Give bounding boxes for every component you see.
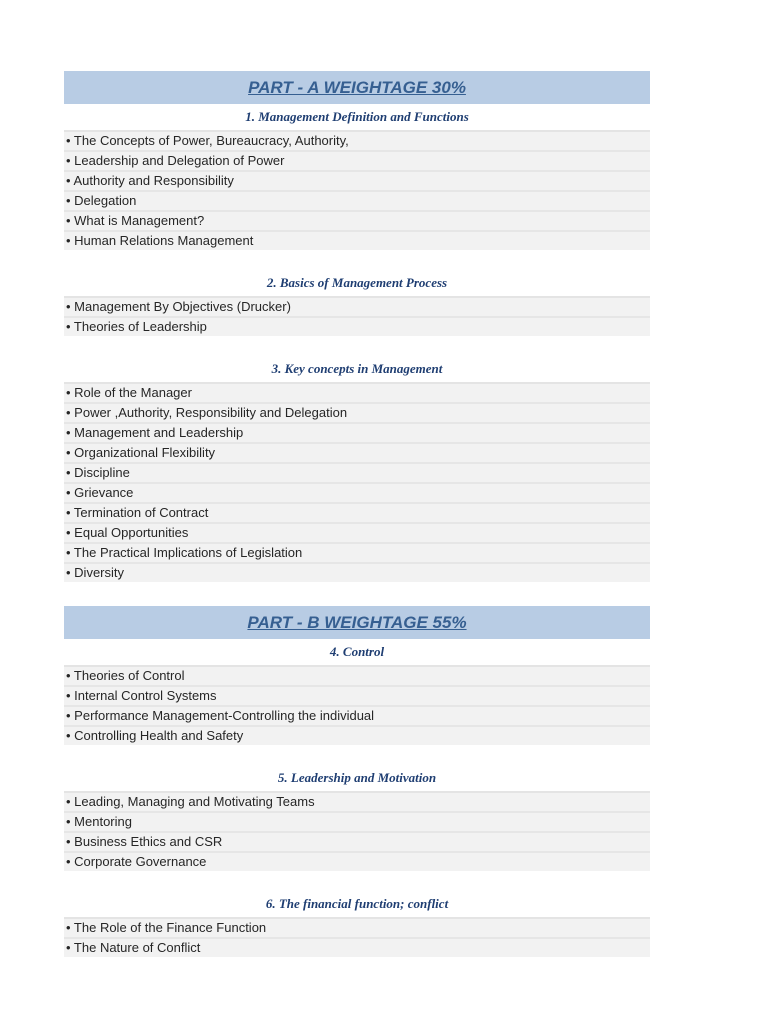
section-6	[64, 891, 650, 957]
list-item: • Organizational Flexibility	[64, 444, 650, 464]
list-item: • Business Ethics and CSR	[64, 833, 650, 853]
list-item: • Grievance	[64, 484, 650, 504]
item-list	[64, 296, 650, 336]
list-item: • What is Management?	[64, 212, 650, 232]
part-b	[64, 606, 650, 957]
list-item: • Discipline	[64, 464, 650, 484]
section-2	[64, 270, 650, 336]
section-3	[64, 356, 650, 582]
part-a	[64, 71, 650, 582]
section-title: 2. Basics of Management Process	[266, 275, 448, 290]
section-title: 5. Leadership and Motivation	[277, 770, 437, 785]
section-title: 6. The financial function; conflict	[265, 896, 449, 911]
item-list	[64, 917, 650, 957]
list-item: • Power ,Authority, Responsibility and Delegation	[64, 404, 650, 424]
list-item: • Mentoring	[64, 813, 650, 833]
list-item: • Human Relations Management	[64, 232, 650, 250]
list-item: • Delegation	[64, 192, 650, 212]
syllabus-document	[64, 71, 650, 957]
list-item: • Theories of Control	[64, 667, 650, 687]
list-item: • Corporate Governance	[64, 853, 650, 871]
list-item: • The Practical Implications of Legislation	[64, 544, 650, 564]
part-header: PART - B WEIGHTAGE 55%	[64, 606, 650, 639]
spacer	[64, 582, 650, 606]
list-item: • Performance Management-Controlling the individual	[64, 707, 650, 727]
section-title: 1. Management Definition and Functions	[245, 109, 469, 124]
item-list	[64, 665, 650, 745]
section-1	[64, 104, 650, 250]
list-item: • Equal Opportunities	[64, 524, 650, 544]
section-5	[64, 765, 650, 871]
list-item: • Theories of Leadership	[64, 318, 650, 336]
item-list	[64, 130, 650, 250]
list-item: • Diversity	[64, 564, 650, 582]
section-4	[64, 639, 650, 745]
section-title: 4. Control	[329, 644, 385, 659]
list-item: • Role of the Manager	[64, 384, 650, 404]
list-item: • Leadership and Delegation of Power	[64, 152, 650, 172]
list-item: • Management and Leadership	[64, 424, 650, 444]
item-list	[64, 382, 650, 582]
list-item: • Termination of Contract	[64, 504, 650, 524]
list-item: • The Concepts of Power, Bureaucracy, Authority,	[64, 132, 650, 152]
spacer	[64, 336, 650, 356]
list-item: • Controlling Health and Safety	[64, 727, 650, 745]
list-item: • Leading, Managing and Motivating Teams	[64, 793, 650, 813]
part-header: PART - A WEIGHTAGE 30%	[64, 71, 650, 104]
spacer	[64, 250, 650, 270]
list-item: • The Nature of Conflict	[64, 939, 650, 957]
list-item: • Management By Objectives (Drucker)	[64, 298, 650, 318]
spacer	[64, 871, 650, 891]
list-item: • Internal Control Systems	[64, 687, 650, 707]
list-item: • The Role of the Finance Function	[64, 919, 650, 939]
spacer	[64, 745, 650, 765]
section-title: 3. Key concepts in Management	[271, 361, 443, 376]
list-item: • Authority and Responsibility	[64, 172, 650, 192]
item-list	[64, 791, 650, 871]
